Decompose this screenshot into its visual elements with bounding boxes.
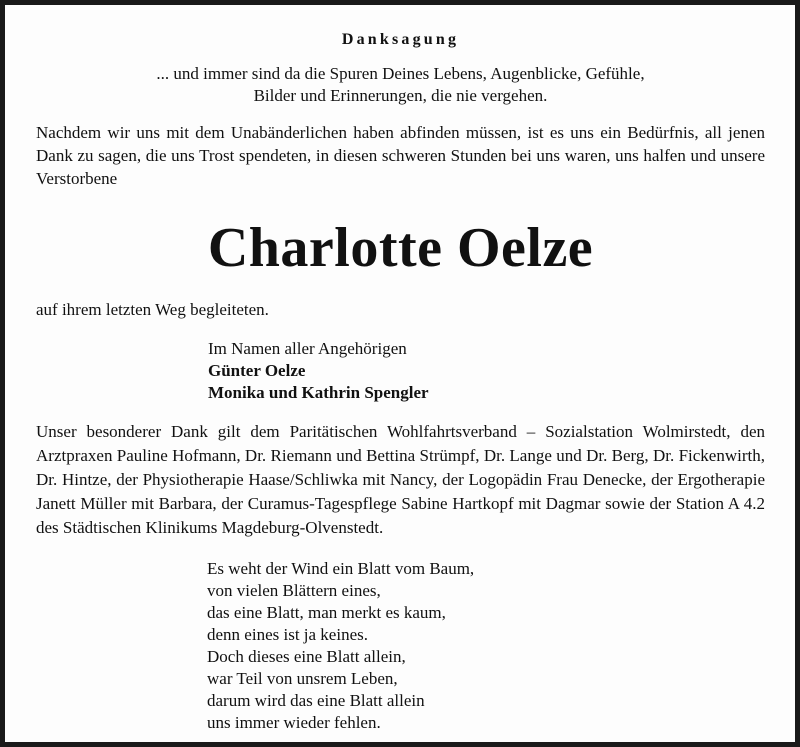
poem-line: uns immer wieder fehlen. xyxy=(207,713,381,732)
signature-line: Im Namen aller Angehörigen xyxy=(208,339,407,358)
poem-line: darum wird das eine Blatt allein xyxy=(207,691,425,710)
signature-name: Günter Oelze xyxy=(208,361,306,380)
poem-line: war Teil von unsrem Leben, xyxy=(207,669,398,688)
poem-line: Es weht der Wind ein Blatt vom Baum, xyxy=(207,559,475,578)
poem-line: das eine Blatt, man merkt es kaum, xyxy=(207,603,446,622)
motto-line: ... und immer sind da die Spuren Deines Lebens, Augenblicke, Gefühle, xyxy=(156,64,645,83)
signature-block xyxy=(208,338,765,404)
poem-line: denn eines ist ja keines. xyxy=(207,625,368,644)
signature-name: Monika und Kathrin Spengler xyxy=(208,383,429,402)
after-name-text: auf ihrem letzten Weg begleiteten. xyxy=(36,300,269,319)
intro-paragraph: Nachdem wir uns mit dem Unabänderlichen haben abfinden müssen, ist es uns ein Bedürfnis, all jenen Dank zu sagen, die uns Trost spendeten, in diesen schweren Stunden bei uns waren, uns halfen und unsere Verstorbene xyxy=(36,123,765,188)
poem xyxy=(207,558,765,734)
special-thanks-paragraph: Unser besonderer Dank gilt dem Paritätischen Wohlfahrtsverband – Sozialstation Wolmirstedt, den Arztpraxen Pauline Hofmann, Dr. Riemann und Bettina Strümpf, Dr. Lange und Dr. Berg, Dr. Fickenwirth, Dr. Hintze, der Physiotherapie Haase/Schliwka mit Nancy, der Logopädin Frau Denecke, der Ergotherapie Janett Müller mit Barbara, der Curamus-Tagespflege Sabine Hartkopf mit Dagmar sowie der Station A 4.2 des Städtischen Klinikums Magdeburg-Olvenstedt. xyxy=(36,422,765,537)
poem-line: Doch dieses eine Blatt allein, xyxy=(207,647,406,666)
deceased-name: Charlotte Oelze xyxy=(207,217,594,279)
poem-line: von vielen Blättern eines, xyxy=(207,581,381,600)
motto xyxy=(36,63,765,107)
heading: Danksagung xyxy=(341,31,460,48)
motto-line: Bilder und Erinnerungen, die nie vergehen. xyxy=(253,86,548,105)
